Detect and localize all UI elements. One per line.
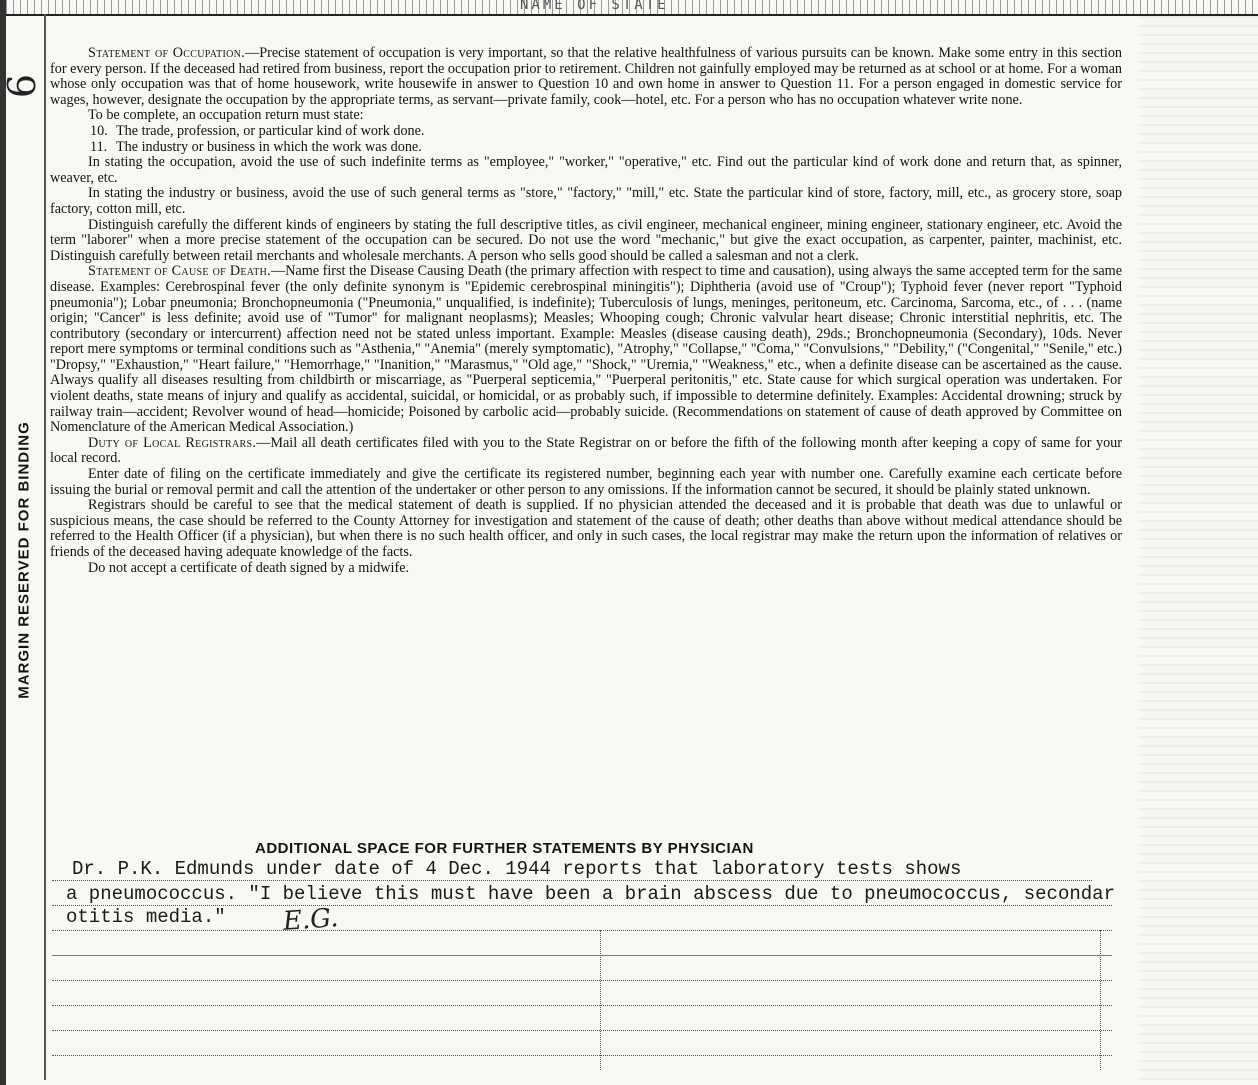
section-lead: Statement of Occupation. bbox=[88, 45, 246, 61]
form-divider bbox=[600, 930, 602, 1070]
instruction-paragraph bbox=[50, 467, 1122, 498]
instruction-paragraph bbox=[50, 155, 1122, 186]
corner-handwritten-mark: 6 bbox=[0, 73, 45, 99]
instruction-paragraph bbox=[50, 436, 1122, 467]
scan-left-edge bbox=[0, 0, 6, 1085]
bleedthrough-title: NAME OF STATE bbox=[520, 0, 669, 13]
typed-line-1: Dr. P.K. Edmunds under date of 4 Dec. 1944 reports that laboratory tests shows bbox=[72, 858, 962, 880]
form-rule bbox=[52, 1030, 1112, 1032]
paragraph-text: In stating the occupation, avoid the use of such indefinite terms as "employee," "worker," "operative," etc. Find out the particular kind of work done and return that, as spinner, weaver, etc. bbox=[50, 154, 1122, 186]
numbered-item bbox=[50, 124, 1122, 140]
instruction-paragraph bbox=[50, 264, 1122, 436]
instruction-paragraph bbox=[50, 561, 1122, 577]
paragraph-text: Do not accept a certificate of death signed by a midwife. bbox=[88, 559, 410, 576]
instruction-paragraph bbox=[50, 218, 1122, 265]
paragraph-text: Registrars should be careful to see that the medical statement of death is supplied. If no physician attended the deceased and it is probable that death was due to unlawful or suspicious means, the case should be referred to the County Attorney for investigation and statement of the cause of death; other deaths than above without medical attendance should be referred to the Health Officer (if a physician), but when there is no such health officer, and only in such cases, the local registrar may make the return upon the information of relatives or friends of the deceased having adequate knowledge of the facts. bbox=[50, 497, 1122, 560]
item-number: 11. bbox=[90, 138, 108, 155]
form-rule bbox=[52, 955, 1112, 957]
section-lead: Duty of Local Registrars. bbox=[88, 434, 257, 451]
paragraph-text: —Mail all death certificates filed with you to the State Registrar on or before the fifth of the following month after keeping a copy of same for your local record. bbox=[50, 434, 1122, 467]
paragraph-text: Distinguish carefully the different kinds of engineers by stating the full descriptive titles, as civil engineer, mechanical engineer, mining engineer, stationary engineer, etc. Avoid the term "laborer" when a more precise statement of the occupation can be secured. Do not use the word "mechanic," but give the exact occupation, as carpenter, painter, machinist, etc. Distinguish carefully between retail merchants and wholesale merchants. A person who sells good should be called a salesman and not a clerk. bbox=[50, 216, 1122, 264]
instruction-paragraph bbox=[50, 108, 1122, 124]
paragraph-text: In stating the industry or business, avoid the use of such general terms as "store," "factory," "mill," etc. State the particular kind of store, factory, mill, etc., as grocery store, soap factory, cotton mill, etc. bbox=[50, 185, 1122, 217]
item-number: 10. bbox=[90, 122, 108, 139]
typed-line-3: otitis media." bbox=[66, 906, 226, 928]
instruction-paragraph bbox=[50, 498, 1122, 560]
additional-space-heading: ADDITIONAL SPACE FOR FURTHER STATEMENTS BY PHYSICIAN bbox=[255, 840, 754, 857]
handwritten-initials: E.G. bbox=[282, 903, 340, 937]
top-border-strip bbox=[0, 0, 1258, 16]
paragraph-text: The industry or business in which the work was done. bbox=[116, 138, 422, 155]
form-rule bbox=[52, 1055, 1112, 1057]
paragraph-text: The trade, profession, or particular kind of work done. bbox=[116, 122, 425, 139]
paragraph-text: To be complete, an occupation return must state: bbox=[88, 107, 364, 124]
numbered-item bbox=[50, 140, 1122, 156]
instructions-text bbox=[50, 46, 1122, 576]
instruction-paragraph bbox=[50, 46, 1122, 108]
paragraph-text: —Precise statement of occupation is very important, so that the relative healthfulness of various pursuits can be known. Make some entry in this section for every person. If the deceased had retired from business, report the occupation prior to retirement. Children not gainfully employed may be returned as at school or at home. For a woman whose only occupation was that of home housework, write housewife in answer to Question 10 and own home in answer to Question 11. For a person engaged in domestic service for wages, however, designate the occupation by the appropriate terms, as servant—private family, cook—hotel, etc. For a person who has no occupation whatever write none. bbox=[50, 45, 1123, 108]
form-rule bbox=[52, 980, 1112, 982]
instruction-paragraph bbox=[50, 186, 1122, 217]
binding-margin-line bbox=[44, 14, 46, 1080]
paragraph-text: —Name first the Disease Causing Death (the primary affection with respect to time and causation), using always the same accepted term for the same disease. Examples: Cerebrospinal fever (the only definite synonym is "Epidemic cerebrospinal miningitis"); Diphtheria (avoid use of "Croup"); Typhoid fever (never report "Typhoid pneumonia"); Lobar pneumonia; Bronchopneumonia ("Pneumonia," unqualified, is indefinite); Tuberculosis of lungs, meninges, peritoneum, etc. Carcinoma, Sarcoma, etc., of . . . (name origin; "Cancer" is less definite; avoid use of "Tumor" for malignant neoplasms); Measles; Whooping cough; Chronic valvular heart disease; Chronic interstitial nephritis, etc. The contributory (secondary or intercurrent) affection need not be stated unless important. Example: Measles (disease causing death), 29ds.; Bronchopneumonia (Secondary), 10ds. Never report mere symptoms or terminal conditions such as "Asthenia," "Anemia" (merely symptomatic), "Atrophy," "Collapse," "Coma," "Convulsions," "Debility," ("Congenital," "Senile," etc.) "Dropsy," "Exhaustion," "Heart failure," "Hemorrhage," "Inanition," "Marasmus," "Old age," "Shock," "Uremia," "Weakness," etc., when a definite disease can be ascertained as the cause. Always qualify all diseases resulting from childbirth or miscarriage, as "Puerperal septicemia," "Puerperal peritonitis," etc. State cause for which surgical operation was undertaken. For violent deaths, state means of injury and qualify as accidental, suicidal, or homicidal, or as probably such, if impossible to determine definitely. Examples: Accidental drowning; struck by railway train—accident; Revolver wound of head—homicide; Poisoned by carbolic acid—probably suicide. (Recommendations on statement of cause of death approved by Committee on Nomenclature of the American Medical Association.) bbox=[50, 263, 1123, 436]
typed-line-2: a pneumococcus. "I believe this must have been a brain abscess due to pneumococcus, secondar bbox=[66, 883, 1115, 905]
form-divider bbox=[1100, 930, 1102, 1070]
form-rule bbox=[52, 880, 1092, 882]
form-rule bbox=[52, 930, 1112, 932]
paragraph-text: Enter date of filing on the certificate immediately and give the certificate its registered number, beginning each year with number one. Carefully examine each certicate before issuing the burial or removal permit and call the attention of the undertaker or other person to any omissions. If the information cannot be secured, it should be plainly stated unknown. bbox=[50, 466, 1122, 498]
form-rule bbox=[52, 1005, 1112, 1007]
binding-margin-label: MARGIN RESERVED FOR BINDING bbox=[15, 421, 33, 699]
section-lead: Statement of Cause of Death. bbox=[88, 263, 271, 280]
